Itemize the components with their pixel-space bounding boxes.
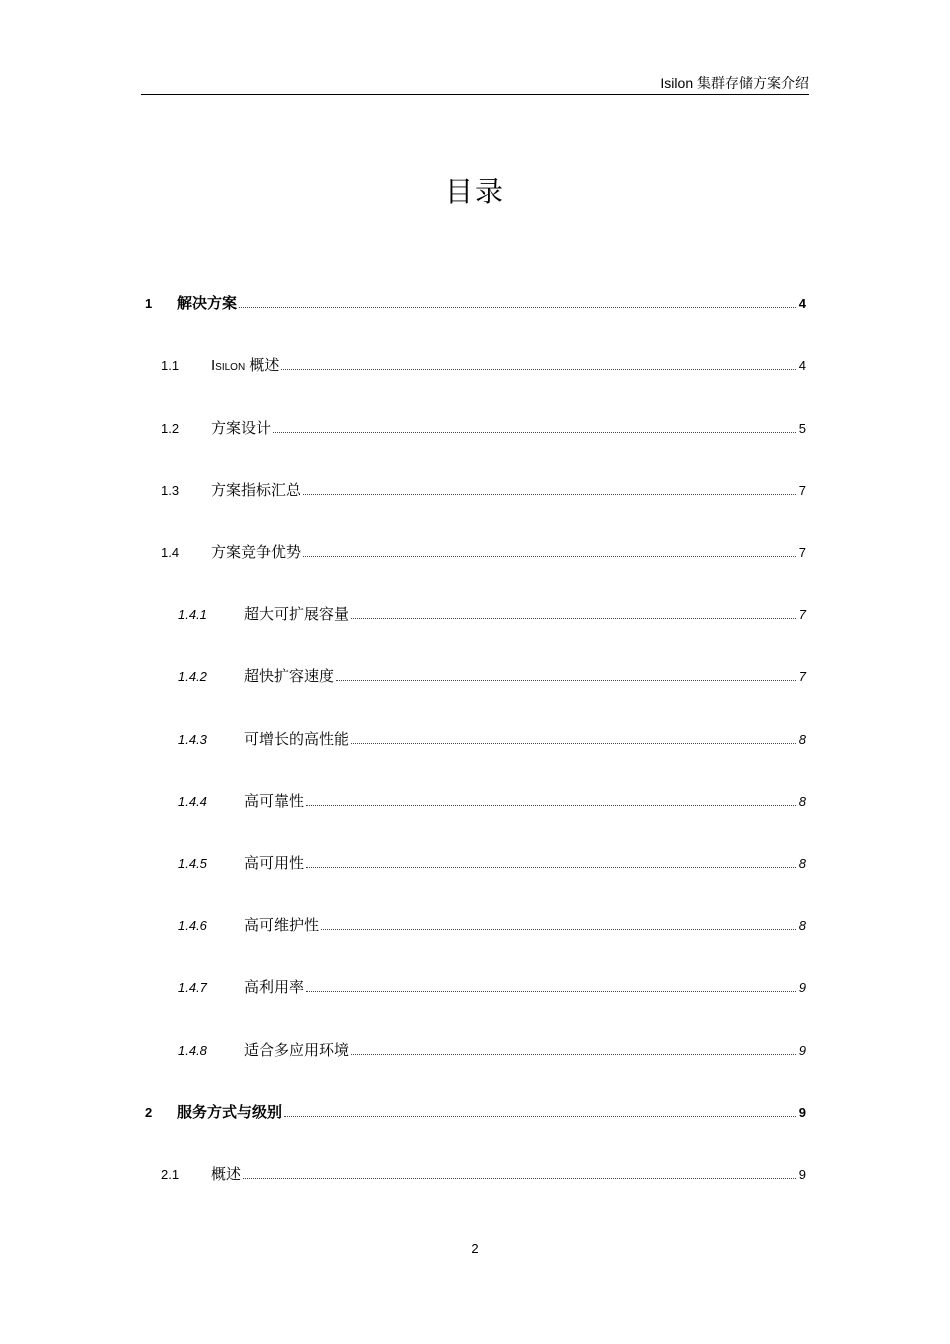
toc-entry-number: 1.4.4 xyxy=(178,794,207,809)
toc-entry-label: 概述 xyxy=(211,1166,242,1183)
toc-entry-label: 高可用性 xyxy=(244,855,305,872)
toc-leader-dots xyxy=(321,915,796,930)
toc-entry-page: 5 xyxy=(798,421,806,436)
toc-entry-label: 方案指标汇总 xyxy=(211,482,302,499)
toc-entry[interactable] xyxy=(0,1040,950,1062)
toc-leader-dots xyxy=(243,1164,796,1179)
toc-entry[interactable] xyxy=(0,791,950,813)
toc-leader-dots xyxy=(239,293,796,308)
toc-leader-dots xyxy=(284,1102,796,1117)
toc-entry-page: 4 xyxy=(798,358,806,373)
toc-entry[interactable] xyxy=(0,729,950,751)
toc-leader-dots xyxy=(303,542,796,557)
toc-entry-label: 高可靠性 xyxy=(244,793,305,810)
toc-entry[interactable] xyxy=(0,666,950,688)
toc-entry-number: 2 xyxy=(145,1105,153,1120)
toc-label-suffix: 概述 xyxy=(245,357,280,374)
toc-entry-label: 服务方式与级别 xyxy=(177,1104,283,1121)
toc-leader-dots xyxy=(351,604,796,619)
toc-entry-label: 方案设计 xyxy=(211,420,272,437)
toc-entry-page: 7 xyxy=(798,483,806,498)
toc-entry[interactable] xyxy=(0,853,950,875)
toc-leader-dots xyxy=(336,666,796,681)
toc-entry-page: 7 xyxy=(798,669,806,684)
toc-entry-number: 1.4.1 xyxy=(178,607,207,622)
toc-entry-number: 1.4 xyxy=(161,545,180,560)
toc-entry-label: 解决方案 xyxy=(177,295,238,312)
toc-entry-number: 1 xyxy=(145,296,153,311)
toc-entry-label: 高可维护性 xyxy=(244,917,320,934)
toc-label-smallcaps: SILON xyxy=(215,362,246,373)
toc-leader-dots xyxy=(351,1040,796,1055)
toc-leader-dots xyxy=(351,729,796,744)
toc-entry-page: 9 xyxy=(798,980,806,995)
toc-entry-number: 1.2 xyxy=(161,421,180,436)
toc-entry-page: 7 xyxy=(798,607,806,622)
toc-entry-label: 高利用率 xyxy=(244,979,305,996)
toc-entry-page: 8 xyxy=(798,856,806,871)
toc-entry-label xyxy=(211,355,279,379)
toc-entry-label: 超大可扩展容量 xyxy=(244,606,350,623)
toc-entry-number: 1.4.3 xyxy=(178,732,207,747)
toc-leader-dots xyxy=(306,853,796,868)
running-header: Isilon 集群存储方案介绍 xyxy=(141,74,809,95)
toc-entry[interactable] xyxy=(0,542,950,564)
toc-entry-page: 8 xyxy=(798,732,806,747)
toc-entry-page: 9 xyxy=(798,1043,806,1058)
toc-entry-page: 9 xyxy=(798,1167,806,1182)
toc-entry-number: 1.4.7 xyxy=(178,980,207,995)
toc-entry[interactable] xyxy=(0,355,950,377)
toc-leader-dots xyxy=(306,977,796,992)
toc-label-prefix: I xyxy=(211,357,216,374)
toc-entry-page: 7 xyxy=(798,545,806,560)
toc-entry[interactable] xyxy=(0,1102,950,1124)
toc-entry-label: 方案竞争优势 xyxy=(211,544,302,561)
toc-entry[interactable] xyxy=(0,604,950,626)
toc-entry-label: 超快扩容速度 xyxy=(244,668,335,685)
toc-entry[interactable] xyxy=(0,293,950,315)
toc-entry-number: 1.3 xyxy=(161,483,180,498)
toc-leader-dots xyxy=(281,355,796,370)
toc-entry-number: 1.1 xyxy=(161,358,180,373)
toc-entry-page: 8 xyxy=(798,794,806,809)
toc-entry[interactable] xyxy=(0,977,950,999)
toc-entry-page: 4 xyxy=(798,296,806,311)
toc-entry-number: 1.4.8 xyxy=(178,1043,207,1058)
toc-entry-number: 2.1 xyxy=(161,1167,180,1182)
page-number: 2 xyxy=(471,1241,479,1256)
toc-entry[interactable] xyxy=(0,480,950,502)
toc-entry-number: 1.4.2 xyxy=(178,669,207,684)
toc-entry[interactable] xyxy=(0,915,950,937)
toc-entry-page: 9 xyxy=(798,1105,806,1120)
toc-leader-dots xyxy=(303,480,796,495)
toc-entry[interactable] xyxy=(0,1164,950,1186)
page-title: 目录 xyxy=(444,176,505,207)
toc-entry[interactable] xyxy=(0,418,950,440)
toc-entry-page: 8 xyxy=(798,918,806,933)
toc-entry-label: 适合多应用环境 xyxy=(244,1042,350,1059)
toc-entry-number: 1.4.6 xyxy=(178,918,207,933)
toc-entry-number: 1.4.5 xyxy=(178,856,207,871)
toc-leader-dots xyxy=(273,418,796,433)
toc-leader-dots xyxy=(306,791,796,806)
toc-entry-label: 可增长的高性能 xyxy=(244,731,350,748)
